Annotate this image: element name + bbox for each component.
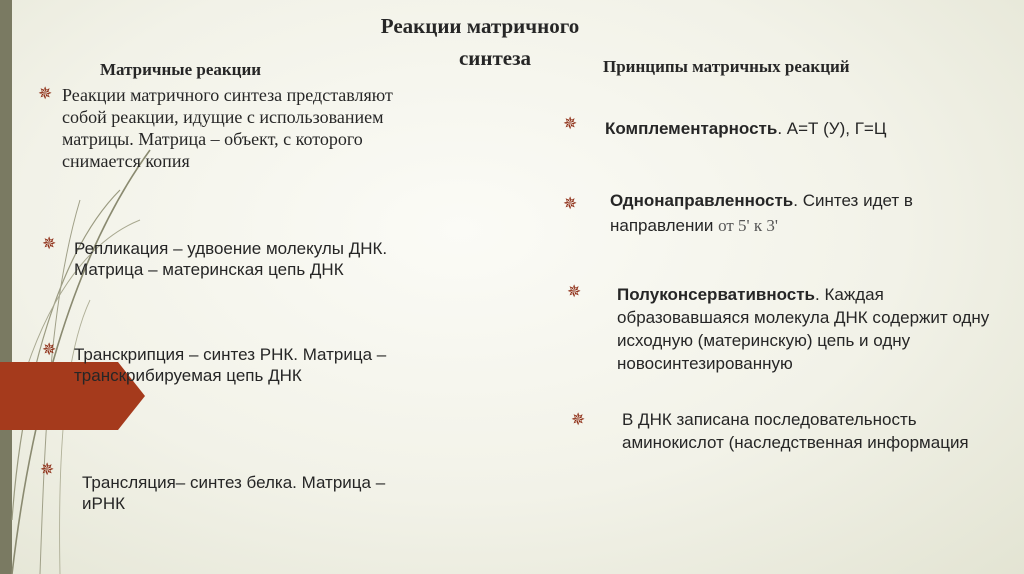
direction-note: от 5' к 3' [718,216,778,235]
desc-unidirectionality: . Синтез идет в направлении [610,191,913,235]
right-item-unidirectionality [610,188,990,238]
bullet-star-icon: ✵ [563,194,578,214]
left-item-transcription: Транскрипция – синтез РНК. Матрица – транскрибируемая цепь ДНК [74,345,387,385]
bullet-star-icon: ✵ [571,410,586,430]
term-unidirectionality: Однонаправленность [610,191,794,210]
left-item-definition: Реакции матричного синтеза представляют собой реакции, идущие с использованием матрицы. Матрица – объект, с которого снимается копия [62,85,393,171]
left-item-replication: Репликация – удвоение молекулы ДНК. Матрица – материнская цепь ДНК [74,239,388,279]
desc-semiconservative: . Каждая образовавшаяся молекула ДНК содержит одну исходную (материнскую) цепь и одну новосинтезированную [617,285,990,373]
bullet-star-icon: ✵ [40,460,55,480]
left-item-translation: Трансляция– синтез белка. Матрица – иРНК [82,473,386,513]
title-line-1: Реакции матричного [380,14,580,38]
bullet-star-icon: ✵ [567,282,582,302]
title-line-2: синтеза [458,46,532,70]
desc-complementarity: . А=Т (У), Г=Ц [777,119,887,138]
bullet-star-icon: ✵ [42,234,57,254]
slide-title [330,10,630,74]
right-item-semiconservative [617,283,997,375]
right-item-dna-info: В ДНК записана последовательность аминокислот (наследственная информация [622,410,969,452]
right-item-complementarity [605,118,1005,139]
bullet-star-icon: ✵ [42,340,57,360]
left-column-header: Матричные реакции [100,60,262,79]
term-semiconservative: Полуконсервативность [617,285,816,304]
right-column-header: Принципы матричных реакций [603,57,850,76]
term-complementarity: Комплементарность [605,119,778,138]
bullet-star-icon: ✵ [38,84,53,104]
bullet-star-icon: ✵ [563,114,578,134]
